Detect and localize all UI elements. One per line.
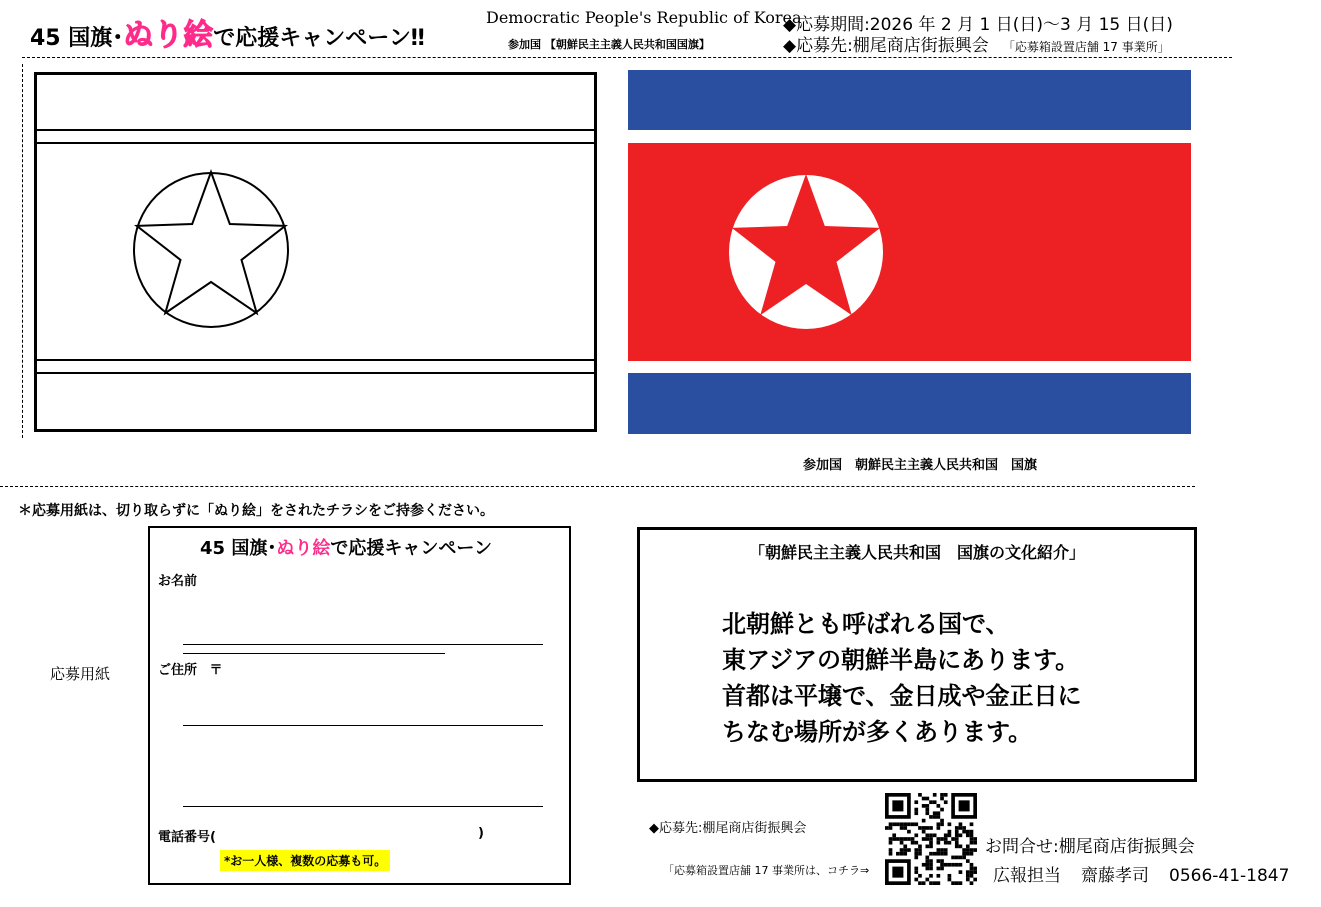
cut-line-middle (0, 486, 1195, 487)
title-flag-word: 国旗･ (60, 26, 124, 51)
color-flag (628, 70, 1191, 434)
postal-mark: 〒 (209, 663, 223, 678)
qr-code-icon[interactable] (885, 793, 977, 885)
entry-notice: ＊応募用紙は、切り取らずに「ぬり絵」をされたチラシをご持参ください。 (18, 503, 494, 519)
form-title-number: 45 (200, 538, 226, 559)
form-title-flag-word: 国旗･ (225, 538, 277, 559)
culture-line: 東アジアの朝鮮半島にあります。 (722, 646, 1080, 674)
form-title-rest: で応援キャンペーン (330, 538, 492, 559)
entry-form-title (200, 534, 492, 560)
address-line-2[interactable] (183, 806, 543, 807)
cut-line-left (22, 64, 23, 438)
culture-line: 首都は平壌で、金日成や金正日に (722, 682, 1082, 710)
country-name-japanese: 参加国 【朝鮮民主主義人民共和国国旗】 (508, 38, 710, 51)
phone-close: ) (478, 826, 484, 841)
multiple-entry-note: *お一人様、複数の応募も可。 (220, 850, 390, 871)
contact-label: お問合せ:棚尾商店街振興会 (985, 837, 1195, 857)
culture-line: ちなむ場所が多くあります。 (722, 718, 1033, 746)
name-label: お名前 (158, 574, 198, 589)
phone-label: 電話番号( (158, 830, 216, 845)
entry-form-label: 応募用紙 (50, 665, 111, 683)
entry-destination (783, 31, 1170, 56)
flag-caption: 参加国 朝鮮民主主義人民共和国 国旗 (803, 458, 1038, 473)
coloring-flag-outline (34, 72, 597, 432)
culture-text (722, 606, 1082, 750)
entry-form (148, 526, 571, 885)
destination-text: ◆応募先:棚尾商店街振興会 (783, 36, 989, 56)
culture-intro-box (637, 527, 1197, 782)
contact-person: 齋藤孝司 (1081, 866, 1149, 886)
contact-phone: 0566-41-1847 (1169, 866, 1290, 886)
address-label-text: ご住所 (158, 663, 198, 678)
contact-line (993, 861, 1309, 886)
campaign-title (30, 10, 425, 54)
contact-dept: 広報担当 (993, 866, 1061, 886)
culture-title: 「朝鮮民主主義人民共和国 国旗の文化紹介」 (748, 543, 1085, 562)
address-line-1[interactable] (183, 725, 543, 726)
footer-destination: ◆応募先:棚尾商店街振興会 (649, 821, 807, 836)
title-rest: で応援キャンペーン‼ (213, 26, 425, 51)
title-nurie: ぬり絵 (123, 18, 214, 53)
country-name-english: Democratic People's Republic of Korea (486, 8, 802, 27)
address-label (158, 659, 223, 678)
culture-line: 北朝鮮とも呼ばれる国で、 (722, 610, 1010, 638)
entry-period: ◆応募期間:2026 年 2 月 1 日(日)～3 月 15 日(日) (783, 15, 1173, 35)
title-number: 45 (30, 26, 61, 51)
qr-note: 「応募箱設置店舗 17 事業所は、コチラ⇒ (663, 864, 870, 877)
destination-box-count: 「応募箱設置店舗 17 事業所」 (1002, 40, 1170, 54)
cut-line-top (22, 57, 1232, 58)
form-title-nurie: ぬり絵 (276, 538, 331, 559)
name-line[interactable] (183, 644, 543, 645)
name-line-2 (183, 653, 445, 654)
